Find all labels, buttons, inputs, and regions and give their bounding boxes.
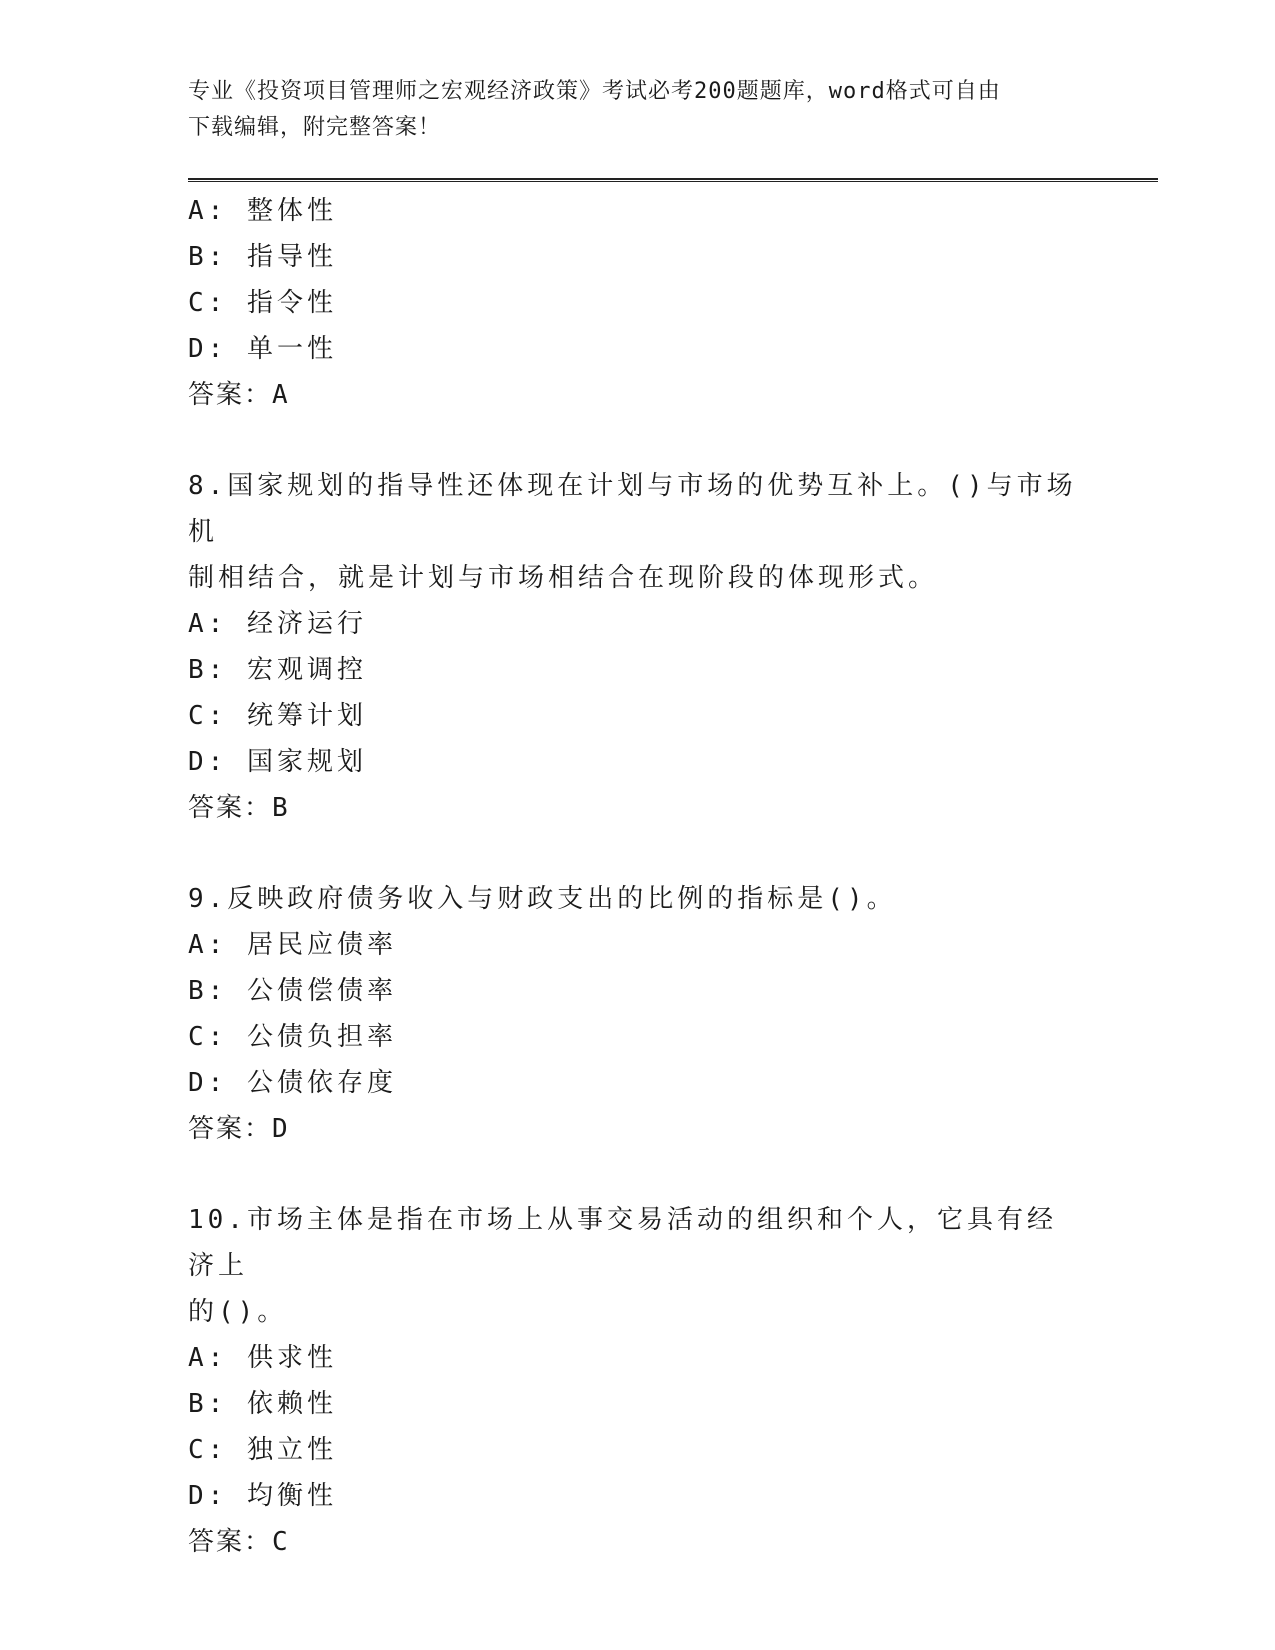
option-b: B: 依赖性 xyxy=(188,1389,337,1419)
option-d: D: 单一性 xyxy=(188,334,337,364)
option-d: D: 国家规划 xyxy=(188,747,367,777)
option-b: B: 宏观调控 xyxy=(188,655,367,685)
question-list xyxy=(188,188,1088,1565)
spacer xyxy=(188,831,1088,876)
option-a: A: 供求性 xyxy=(188,1343,337,1373)
answer-line: 答案：C xyxy=(188,1527,290,1557)
option-c: C: 公债负担率 xyxy=(188,1022,397,1052)
option-a: A: 经济运行 xyxy=(188,609,367,639)
question-stem-line-1: 9.反映政府债务收入与财政支出的比例的指标是()。 xyxy=(188,884,897,914)
spacer xyxy=(188,1152,1088,1197)
option-d: D: 公债依存度 xyxy=(188,1068,397,1098)
question-7 xyxy=(188,188,1088,418)
option-c: C: 独立性 xyxy=(188,1435,337,1465)
header-line-2: 下载编辑，附完整答案！ xyxy=(188,115,442,140)
option-d: D: 均衡性 xyxy=(188,1481,337,1511)
question-9 xyxy=(188,876,1088,1152)
header-divider xyxy=(188,178,1158,182)
question-stem-line-2: 的()。 xyxy=(188,1297,288,1327)
answer-line: 答案：D xyxy=(188,1114,290,1144)
answer-line: 答案：B xyxy=(188,793,290,823)
option-c: C: 统筹计划 xyxy=(188,701,367,731)
option-a: A: 整体性 xyxy=(188,196,337,226)
question-8 xyxy=(188,463,1088,831)
header-line-1: 专业《投资项目管理师之宏观经济政策》考试必考200题题库，word格式可自由 xyxy=(188,79,1001,104)
document-header xyxy=(188,74,1068,146)
spacer xyxy=(188,418,1088,463)
option-a: A: 居民应债率 xyxy=(188,930,397,960)
answer-line: 答案：A xyxy=(188,380,290,410)
question-stem-line-2: 制相结合，就是计划与市场相结合在现阶段的体现形式。 xyxy=(188,563,939,593)
question-10 xyxy=(188,1197,1088,1565)
option-b: B: 指导性 xyxy=(188,242,337,272)
option-b: B: 公债偿债率 xyxy=(188,976,397,1006)
question-stem-line-1: 10.市场主体是指在市场上从事交易活动的组织和个人，它具有经济上 xyxy=(188,1205,1057,1281)
question-stem-line-1: 8.国家规划的指导性还体现在计划与市场的优势互补上。()与市场机 xyxy=(188,471,1077,547)
option-c: C: 指令性 xyxy=(188,288,337,318)
